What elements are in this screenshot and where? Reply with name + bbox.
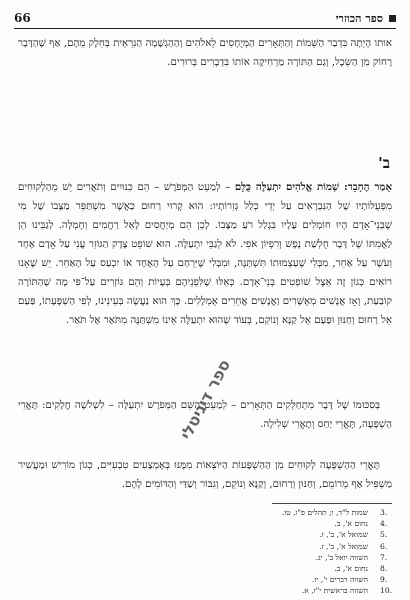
footnote-divider <box>272 503 392 504</box>
section-heading: ב' <box>378 154 390 172</box>
book-title: ספר הכוזרי <box>335 11 383 25</box>
footnote: 4. נחום א', ב. <box>334 519 388 529</box>
paragraph-3: תָּאֳרֵי הַהַשְׁפָּעָה לְקוּחִים מִן הַהַשְׁפָּעוֹת הַיּוֹצְאוֹת מִמֶּנּוּ בְּאֶמְצָעִים טִבְעִיִּים, כְּגוֹן מוֹרִישׁ וּמַעֲשִׁיר מַשְׁפִּיל אַף מְרוֹמֵם, וְחַנּוּן וְרַחוּם, וְקַנָּא וְנוֹקֵם, וְגִבּוֹר וְשַׁדַּי וְהַדּוֹמִים לָהֶם. <box>18 460 392 490</box>
footnote: 6. שמואל א', ב', ז. <box>319 541 388 551</box>
footnote: 3. שמות ל"ד, ו; תהלים פ"ו, טו. <box>281 508 388 517</box>
footnotes-list <box>202 507 392 597</box>
footnote: 8. נחום א', ב. <box>334 564 388 574</box>
footnote: 7. השווה יואל ב', יג. <box>315 552 388 562</box>
paragraph-1 <box>18 178 392 330</box>
footnote: 9. השווה דברים י', יז. <box>311 575 388 585</box>
header-square-mark <box>389 15 396 22</box>
page-number: 66 <box>14 11 31 25</box>
footnote: 10. השווה בראשית י"ז, א. <box>301 586 393 596</box>
paragraph-1-lead: אָמַר הֶחָבֵר: שְׁמוֹת אֱלֹהִים יִתְעַלֶּה כֻּלָּם <box>234 181 392 193</box>
continuation-paragraph: אותו הָיְתָה בִּדְבַר הַשֵּׁמוֹת וְהַתְּאָרִים הַמְּיֻחָסִים לֵאלֹהִים וְהַהַגְשָׁמָה הַנִּרְאֵית בְּחֵלֶק מֵהֶם, אַף שֶׁהַדָּבָר רָחוֹק מִן הַשֵּׂכֶל, וְגַם הַתּוֹרָה מַרְחִיקָה אוֹתוֹ בִּדְבָרִים בְּרוּרִים. <box>18 38 392 68</box>
watermark-text: ספר דיגיטלי <box>176 356 235 443</box>
paragraph-1-text: – לְמַעֵט הַמְּפֹרָשׁ – הֵם כִּנּוּיִים וְתֹאֲרִים יֵשׁ מֵהַלְקוּחִים מִפְּעֻלּוֹתָיו שֶׁל הַנִּבְרָאִים עַל יְדֵי כְּלַל גְּזֵרוֹתָיו: הוּא קָרוּי רַחוּם כַּאֲשֶׁר מִשְׁתַּפֵּר מַצָּבוֹ שֶׁל מִי שֶׁבְּנֵי־אָדָם הָיוּ חוֹמְלִים עָלָיו בִּגְלַל רֹעַ מַצָּבוֹ. לָכֵן הֵם מְיַחֲסִים לָאֵל רַחֲמִים וְחֶמְלָה. לְגַבֵּינוּ הֵן לַאֲמִתּוֹ שֶׁל דָּבָר חֻלְשַׁת נֶפֶשׁ וְרִפְיוֹן אֹפִי. לֹא לְגַבֵּי יִתְעַלֶּה. הוּא שׁוֹפֵט צֶדֶק הַגּוֹזֵר עֲנִי עַל אָדָם אֶחָד וְעֹשֶׁר עַל אַחֵר, מִבְּלִי שֶׁעַצְמוּתוֹ תִּשְׁתַּנֶּה, וּמִבְּלִי שֶׁיִּרְחַם עַל הָאֶחָד אוֹ יִכְעַס עַל הָאַחֵר. יֵשׁ שֶׁאָנוּ רוֹאִים כְּגוֹן זֶה אֵצֶל שׁוֹפְטִים בְּנֵי־אָדָם. כְּאֵלּוּ שֶׁלִּפְנֵיהֶם בְּעָיוֹת וְהֵם גּוֹזְרִים עַל־פִּי מָה שֶׁהַתּוֹרָה קוֹבַעַת, וְאָז אֲנָשִׁים מְאֻשָּׁרִים וַאֲנָשִׁים אֲחֵרִים אֻמְלָלִים. כָּךְ הוּא נַעֲשֶׂה בְּעֵינֵינוּ, לְפִי הַשְׁפָּעָתוֹ, פַּעַם אֵל רַחוּם וְחַנּוּן וּפַעַם אֵל קַנָּא וְנוֹקֵם, בְּעוֹד שֶׁהוּא יִתְעַלֶּה אֵינוֹ מִשְׁתַּנֶּה מִתֹּאַר אֶל תֹּאַר. <box>18 182 392 326</box>
paragraph-2: בְּסִכּוּמוֹ שֶׁל דָּבָר מִתְחַלְּקִים הַתְּאָרִים – לְמַעֵט הַשֵּׁם הַמְּפֹרָשׁ יִתְעַלֶּה – לִשְׁלֹשָׁה חֲלָקִים: תָּאֳרֵי הַשְׁפָּעָה, תָּאֳרֵי יַחַס וְתָאֳרֵי שְׁלִילָה. <box>18 400 392 430</box>
footnote: 5. שמואל א', ב', ז. <box>319 530 388 540</box>
running-header <box>14 8 396 29</box>
